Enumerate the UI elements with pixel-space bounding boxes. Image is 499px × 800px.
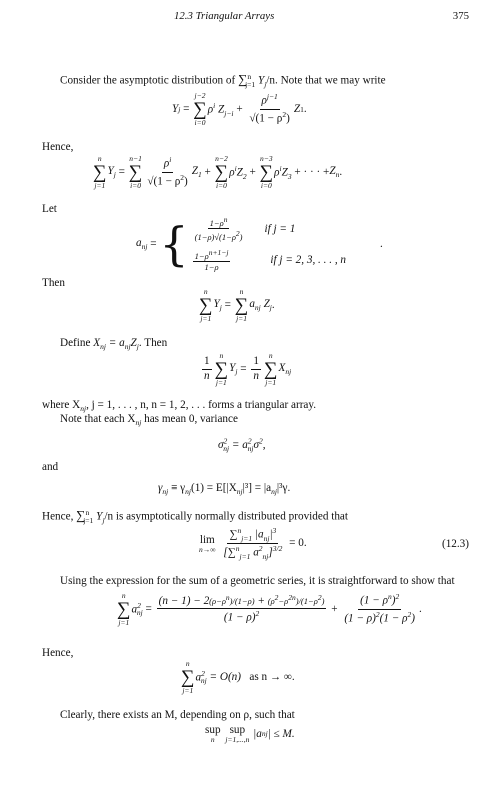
note-sentence: Note that each $X_{nj}$ has mean 0, variance (60, 413, 238, 428)
using-sentence: Using the expression for the sum of a geometric series, it is straightforward to show that (60, 575, 455, 587)
equation-variance: $\sigma^2_{nj} = a^2_{nj}\sigma^2$, (218, 436, 266, 453)
hence-label-3: Hence, (42, 647, 74, 659)
clearly-sentence: Clearly, there exists an M, depending on ρ, such that (60, 709, 295, 721)
and-label: and (42, 461, 59, 473)
hence-label-1: Hence, (42, 141, 74, 153)
equation-sup-bound: sup n sup j=1,...,n |a nj | ≤ M. (205, 724, 295, 744)
equation-order: n ∑ j=1 $a^2_{nj}$ = O(n) as n → ∞. (181, 659, 295, 695)
equation-sum-anj2: n ∑ j=1 $a^2_{nj}$ = $\frac{(n - 1) - 2(\rho-\rho^n)/(1-\rho) + (\rho^2-\rho^{2n})/(1-\rho^2)}{(1 - \rho)^2}$ + $\frac{(1 - \rho^n)^2}{(1 - \rho)^2(1 - \rho^2)}$ . (117, 591, 422, 627)
let-label: Let (42, 203, 57, 215)
intro-sentence: Consider the asymptotic distribution of ∑$^n_{j=1}$ $Y_j/n$. Note that we may write (60, 71, 386, 89)
where-sentence: where $X_{nj}$, j = 1, . . . , n, n = 1, 2, . . . forms a triangular array. (42, 399, 317, 414)
equation-anj-piecewise: $a_{nj}$ = { $\frac{1-\rho^n}{(1-\rho)√(1-\rho^2)}$ if j = 1 $\frac{1-\rho^{n+1-j}}{1-\rho}$ if j = 2, 3, . . . , n . (136, 215, 383, 273)
equation-lyapunov: lim n→∞ $\frac{\sum^n_{j=1} |a_{nj}|^3}{[\sum^n_{j=1} a^2_{nj}]^{3/2}}$ = 0. (199, 526, 307, 561)
equation-mean-xnj: $\frac{1}{n}$ n ∑ j=1 $Y_j$ = $\frac{1}{n}$ n ∑ j=1 $X_{nj}$ (204, 351, 292, 387)
then-label: Then (42, 277, 65, 289)
page-number: 375 (452, 10, 469, 22)
define-sentence: Define $X_{nj} = a_{nj}Z_j$. Then (60, 337, 168, 352)
hence-normal-sentence: Hence, ∑$^n_{j=1}$ $Y_j/n$ is asymptotically normally distributed provided that (42, 507, 349, 525)
equation-gamma: $\gamma_{nj} \equiv \gamma_{nj}(1) = E[|X_{nj}|^3] = |a_{nj}|^3\gamma$. (158, 482, 291, 497)
equation-sum-anj-zj: n ∑ j=1 $Y_j$ = n ∑ j=1 $a_{nj}$ $Z_j$ . (199, 287, 275, 323)
equation-yj: Y j = j−2 ∑ i=0 $\rho^i$ $Z_{j-i}$ + $\frac{\rho^{j-1}}{√(1 - \rho^2)}$ Z 1 . (172, 91, 307, 127)
equation-sum-yj: n ∑ j=1 $Y_j$ = n−1 ∑ i=0 $\frac{\rho^i}{√(1 - \rho^2)}$ $Z_1$ + n−2 ∑ i=0 $\rho^iZ_2$ + n−3 ∑ i=0 $\rho^iZ_3$ + · · · + $Z_n$ . (93, 154, 343, 190)
running-header-title: 12.3 Triangular Arrays (174, 10, 275, 22)
equation-number: (12.3) (441, 538, 469, 550)
